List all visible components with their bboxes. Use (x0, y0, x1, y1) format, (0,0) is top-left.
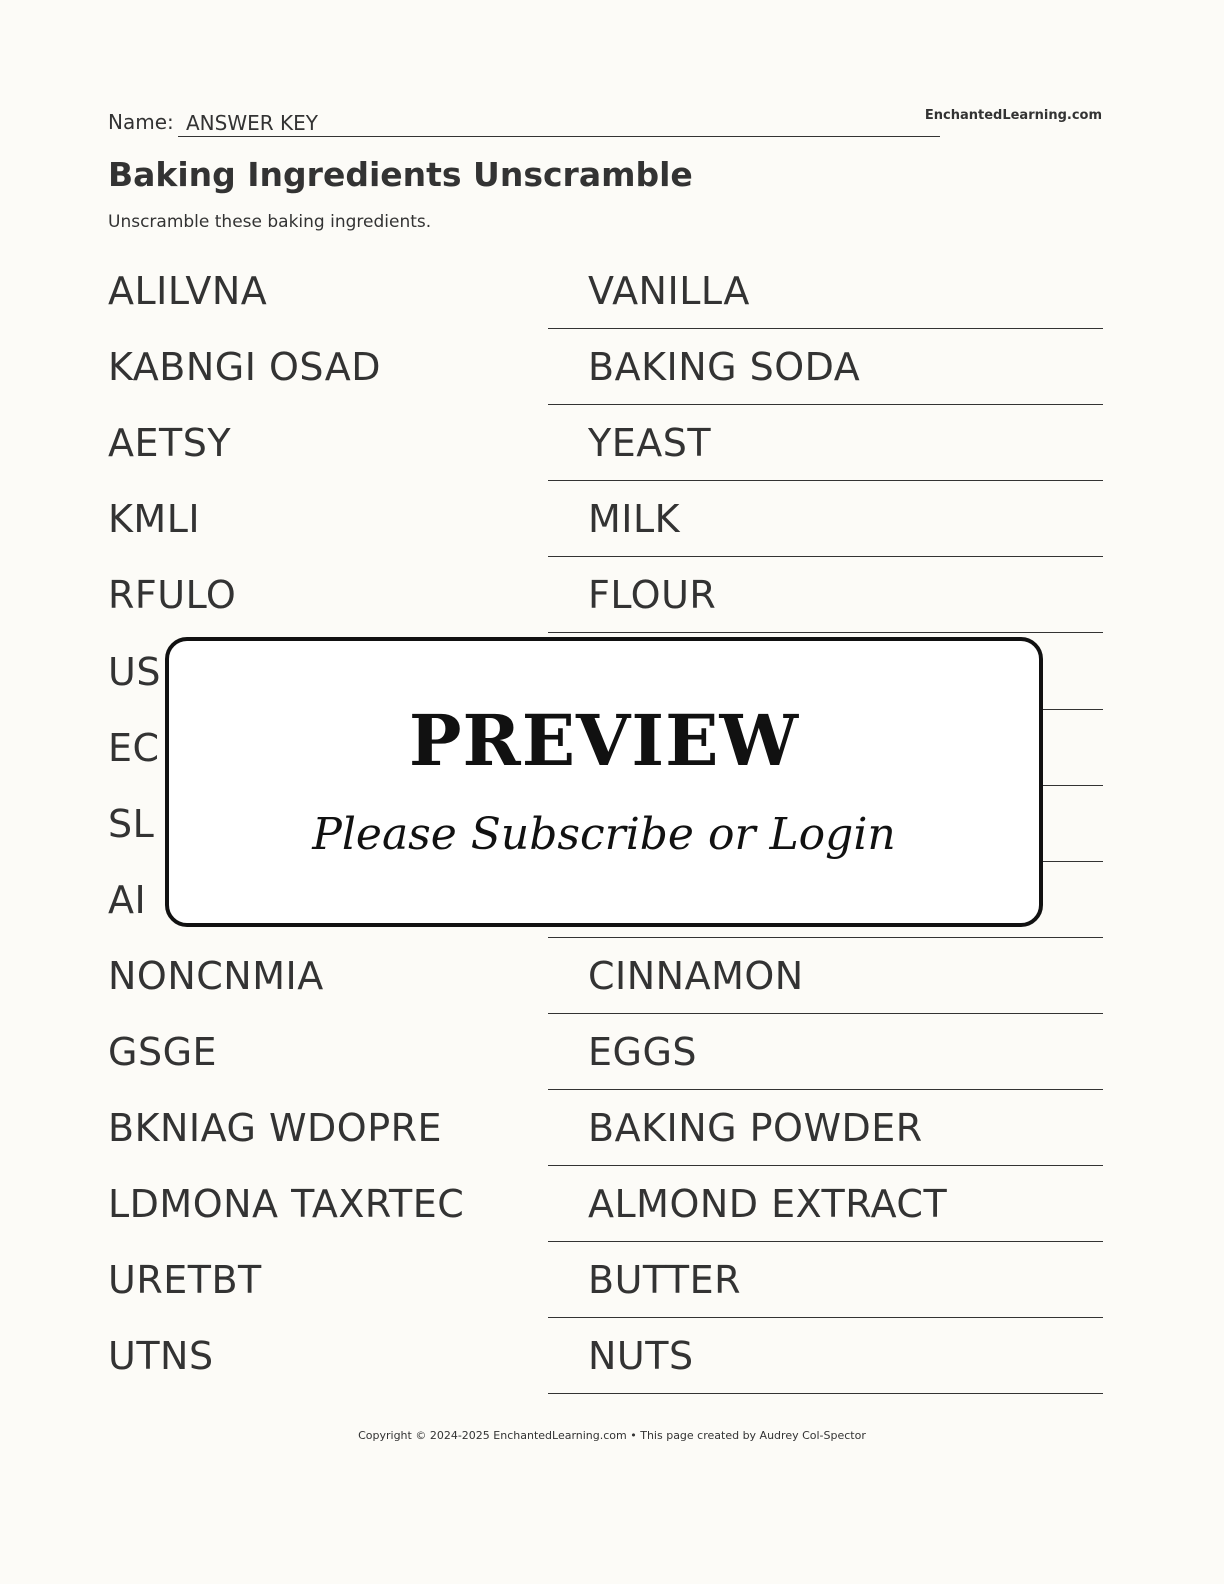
page-title: Baking Ingredients Unscramble (108, 155, 693, 194)
answer-line[interactable] (548, 1016, 1103, 1090)
word-row (0, 1016, 1224, 1092)
answer-line[interactable] (548, 1244, 1103, 1318)
word-row (0, 483, 1224, 559)
answer-line[interactable] (548, 483, 1103, 557)
answer-word: NUTS (588, 1334, 694, 1379)
preview-overlay[interactable] (165, 637, 1043, 927)
scrambled-word: AI (108, 877, 147, 922)
brand-logo: EnchantedLearning.com (924, 108, 1102, 123)
answer-word: YEAST (588, 421, 712, 466)
answer-word: FLOUR (588, 573, 717, 618)
scrambled-word: BKNIAG WDOPRE (108, 1106, 443, 1151)
word-row (0, 1320, 1224, 1396)
instructions: Unscramble these baking ingredients. (108, 212, 432, 232)
answer-line[interactable] (548, 940, 1103, 1014)
name-label: Name: (108, 110, 174, 134)
answer-line[interactable] (548, 1092, 1103, 1166)
subscribe-login-prompt[interactable]: Please Subscribe or Login (312, 809, 896, 860)
word-row (0, 1092, 1224, 1168)
scrambled-word: AETSY (108, 421, 232, 466)
word-row (0, 255, 1224, 331)
answer-word: MILK (588, 497, 681, 542)
answer-word: BUTTER (588, 1258, 742, 1303)
scrambled-word: EC (108, 725, 160, 770)
answer-line[interactable] (548, 1320, 1103, 1394)
word-row (0, 1168, 1224, 1244)
footer-copyright: Copyright © 2024-2025 EnchantedLearning.com • This page created by Audrey Col-Spector (358, 1429, 866, 1442)
scrambled-word: GSGE (108, 1030, 218, 1074)
answer-line[interactable] (548, 255, 1103, 329)
word-row (0, 407, 1224, 483)
answer-word: BAKING SODA (588, 345, 861, 390)
name-field[interactable]: ANSWER KEY (178, 111, 940, 137)
scrambled-word: KMLI (108, 497, 201, 542)
scrambled-word: SL (108, 801, 155, 846)
answer-word: VANILLA (588, 269, 750, 313)
answer-line[interactable] (548, 407, 1103, 481)
scrambled-word: UTNS (108, 1334, 214, 1379)
word-row (0, 559, 1224, 635)
scrambled-word: KABNGI OSAD (108, 345, 381, 390)
answer-line[interactable] (548, 559, 1103, 633)
scrambled-word: RFULO (108, 573, 237, 618)
answer-word: ALMOND EXTRACT (588, 1182, 948, 1227)
answer-word: CINNAMON (588, 953, 804, 998)
answer-word: BAKING POWDER (588, 1106, 923, 1151)
scrambled-word: ALILVNA (108, 269, 268, 313)
scrambled-word: US (108, 649, 161, 694)
answer-line[interactable] (548, 331, 1103, 405)
word-row (0, 940, 1224, 1016)
preview-title: PREVIEW (408, 699, 800, 782)
scrambled-word: NONCNMIA (108, 953, 324, 998)
scrambled-word: URETBT (108, 1258, 262, 1303)
answer-line[interactable] (548, 1168, 1103, 1242)
word-row (0, 331, 1224, 407)
word-row (0, 1244, 1224, 1320)
scrambled-word: LDMONA TAXRTEC (108, 1182, 465, 1227)
answer-word: EGGS (588, 1030, 698, 1074)
